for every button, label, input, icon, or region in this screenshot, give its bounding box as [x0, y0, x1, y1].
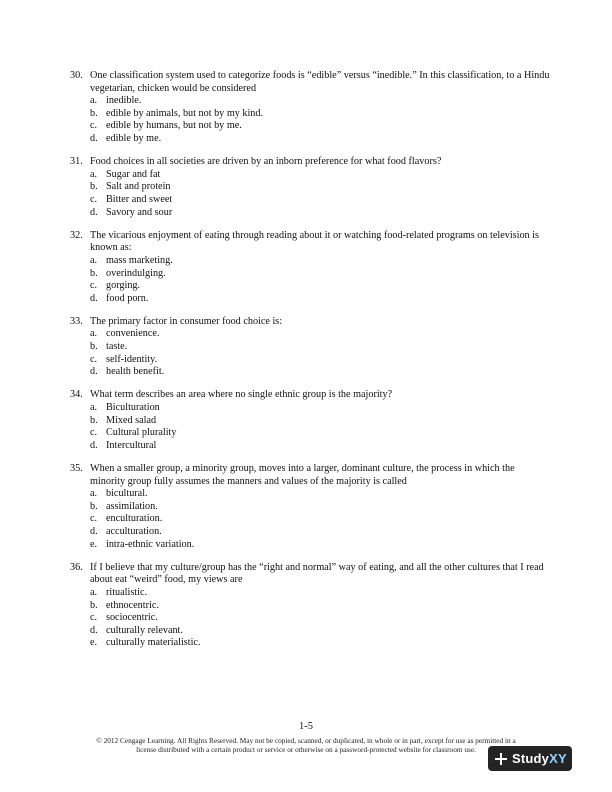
- choice-letter: d.: [90, 624, 98, 636]
- choice-text: culturally relevant.: [106, 624, 183, 636]
- answer-choice: [90, 625, 550, 638]
- question-text: One classification system used to categorize foods is “edible” versus “inedible.” In this classification, to a Hindu vegetarian, chicken would be considered: [90, 70, 550, 94]
- question-stem: [70, 316, 550, 329]
- answer-choice: [90, 440, 550, 453]
- answer-choice: [90, 341, 550, 354]
- choice-letter: d.: [90, 525, 98, 537]
- answer-choice: [90, 488, 550, 501]
- answer-choice: [90, 354, 550, 367]
- choice-text: edible by humans, but not by me.: [106, 120, 242, 132]
- answer-choice: [90, 600, 550, 613]
- copyright-notice: [64, 736, 548, 755]
- choice-letter: b.: [90, 414, 98, 426]
- choice-letter: c.: [90, 193, 98, 205]
- choice-letter: a.: [90, 328, 98, 340]
- badge-brand-main: Study: [512, 751, 550, 766]
- question-item: [70, 70, 550, 146]
- answer-choice: [90, 526, 550, 539]
- choice-text: intra-ethnic variation.: [106, 538, 195, 550]
- question-number: 33.: [70, 315, 83, 327]
- choice-text: sociocentric.: [106, 612, 158, 624]
- question-item: [70, 562, 550, 650]
- question-stem: [70, 70, 550, 95]
- badge-brand-accent: XY: [549, 751, 567, 766]
- choice-letter: e.: [90, 538, 98, 550]
- answer-choice: [90, 587, 550, 600]
- choice-text: edible by animals, but not by my kind.: [106, 107, 264, 119]
- answer-choice: [90, 133, 550, 146]
- choice-text: Salt and protein: [106, 181, 171, 193]
- answer-choice: [90, 637, 550, 650]
- plus-icon: [494, 752, 508, 766]
- choice-text: taste.: [106, 341, 128, 353]
- answer-choice: [90, 402, 550, 415]
- question-item: [70, 156, 550, 219]
- choice-letter: b.: [90, 107, 98, 119]
- question-stem: [70, 389, 550, 402]
- choice-letter: b.: [90, 267, 98, 279]
- question-text: Food choices in all societies are driven by an inborn preference for what food flavors?: [90, 156, 442, 168]
- question-stem: [70, 230, 550, 255]
- choice-letter: a.: [90, 402, 98, 414]
- choice-letter: c.: [90, 280, 98, 292]
- choice-letter: d.: [90, 206, 98, 218]
- choice-letter: a.: [90, 168, 98, 180]
- choice-text: ritualistic.: [106, 586, 148, 598]
- choice-text: bicultural.: [106, 488, 148, 500]
- choice-text: convenience.: [106, 328, 160, 340]
- choice-text: Cultural plurality: [106, 427, 177, 439]
- choice-letter: e.: [90, 637, 98, 649]
- answer-choice: [90, 501, 550, 514]
- studyxy-badge[interactable]: [488, 746, 572, 771]
- answer-choice: [90, 120, 550, 133]
- question-item: [70, 463, 550, 551]
- answer-choice: [90, 366, 550, 379]
- choice-text: mass marketing.: [106, 254, 173, 266]
- badge-label: [512, 751, 567, 766]
- choice-text: culturally materialistic.: [106, 637, 201, 649]
- choice-letter: b.: [90, 181, 98, 193]
- choice-letter: c.: [90, 513, 98, 525]
- choice-text: edible by me.: [106, 132, 162, 144]
- choice-letter: d.: [90, 439, 98, 451]
- choice-text: Intercultural: [106, 439, 157, 451]
- choice-text: Savory and sour: [106, 206, 173, 218]
- choice-text: Mixed salad: [106, 414, 157, 426]
- choice-letter: c.: [90, 120, 98, 132]
- question-stem: [70, 562, 550, 587]
- question-number: 36.: [70, 561, 83, 573]
- question-stem: [70, 156, 550, 169]
- answer-choice: [90, 427, 550, 440]
- answer-choice: [90, 169, 550, 182]
- answer-choice: [90, 95, 550, 108]
- choice-letter: a.: [90, 586, 98, 598]
- choice-text: ethnocentric.: [106, 599, 159, 611]
- answer-choice: [90, 207, 550, 220]
- answer-choice: [90, 612, 550, 625]
- choice-letter: b.: [90, 599, 98, 611]
- choice-text: Bitter and sweet: [106, 193, 173, 205]
- question-item: [70, 389, 550, 452]
- question-number: 31.: [70, 156, 83, 168]
- answer-choice: [90, 280, 550, 293]
- question-text: What term describes an area where no single ethnic group is the majority?: [90, 389, 393, 401]
- choice-letter: d.: [90, 132, 98, 144]
- question-number: 35.: [70, 463, 83, 474]
- choice-letter: b.: [90, 500, 98, 512]
- question-item: [70, 230, 550, 306]
- page-number: 1-5: [299, 721, 313, 732]
- answer-choice: [90, 194, 550, 207]
- question-item: [70, 316, 550, 379]
- choice-letter: c.: [90, 427, 98, 439]
- answer-choice: [90, 539, 550, 552]
- answer-choice: [90, 268, 550, 281]
- choice-letter: a.: [90, 95, 98, 107]
- question-text: The primary factor in consumer food choice is:: [90, 315, 283, 327]
- choice-text: food porn.: [106, 292, 149, 304]
- question-number: 30.: [70, 70, 83, 81]
- choice-text: acculturation.: [106, 525, 162, 537]
- answer-choice: [90, 513, 550, 526]
- choice-letter: d.: [90, 292, 98, 304]
- answer-choice: [90, 255, 550, 268]
- choice-letter: c.: [90, 612, 98, 624]
- answer-choice: [90, 328, 550, 341]
- answer-choice: [90, 108, 550, 121]
- copyright-line: © 2012 Cengage Learning. All Rights Reserved. May not be copied, scanned, or duplicated, in whole or in part, except for use as permitted in a: [96, 736, 516, 745]
- question-text: The vicarious enjoyment of eating through reading about it or watching food-related programs on television is known as:: [90, 229, 539, 254]
- question-text: If I believe that my culture/group has the “right and normal” way of eating, and all the other cultures that I read about eat “weird” food, my views are: [90, 561, 544, 586]
- choice-letter: b.: [90, 341, 98, 353]
- choice-text: Sugar and fat: [106, 168, 161, 180]
- choice-text: enculturation.: [106, 513, 163, 525]
- question-stem: [70, 463, 550, 488]
- choice-text: overindulging.: [106, 267, 166, 279]
- choice-text: assimilation.: [106, 500, 158, 512]
- question-number: 34.: [70, 389, 83, 401]
- question-text: When a smaller group, a minority group, moves into a larger, dominant culture, the process in which the minority group fully assumes the manners and values of the majority is called: [90, 463, 515, 487]
- choice-text: health benefit.: [106, 366, 165, 378]
- question-list: [70, 70, 550, 661]
- choice-letter: c.: [90, 353, 98, 365]
- choice-letter: d.: [90, 366, 98, 378]
- choice-letter: a.: [90, 488, 98, 500]
- choice-text: gorging.: [106, 280, 141, 292]
- answer-choice: [90, 293, 550, 306]
- question-number: 32.: [70, 229, 83, 241]
- choice-letter: a.: [90, 254, 98, 266]
- answer-choice: [90, 415, 550, 428]
- choice-text: Biculturation: [106, 402, 160, 414]
- choice-text: self-identity.: [106, 353, 158, 365]
- copyright-line: license distributed with a certain product or service or otherwise on a password-protected website for classroom use.: [136, 745, 476, 755]
- answer-choice: [90, 181, 550, 194]
- choice-text: inedible.: [106, 95, 142, 107]
